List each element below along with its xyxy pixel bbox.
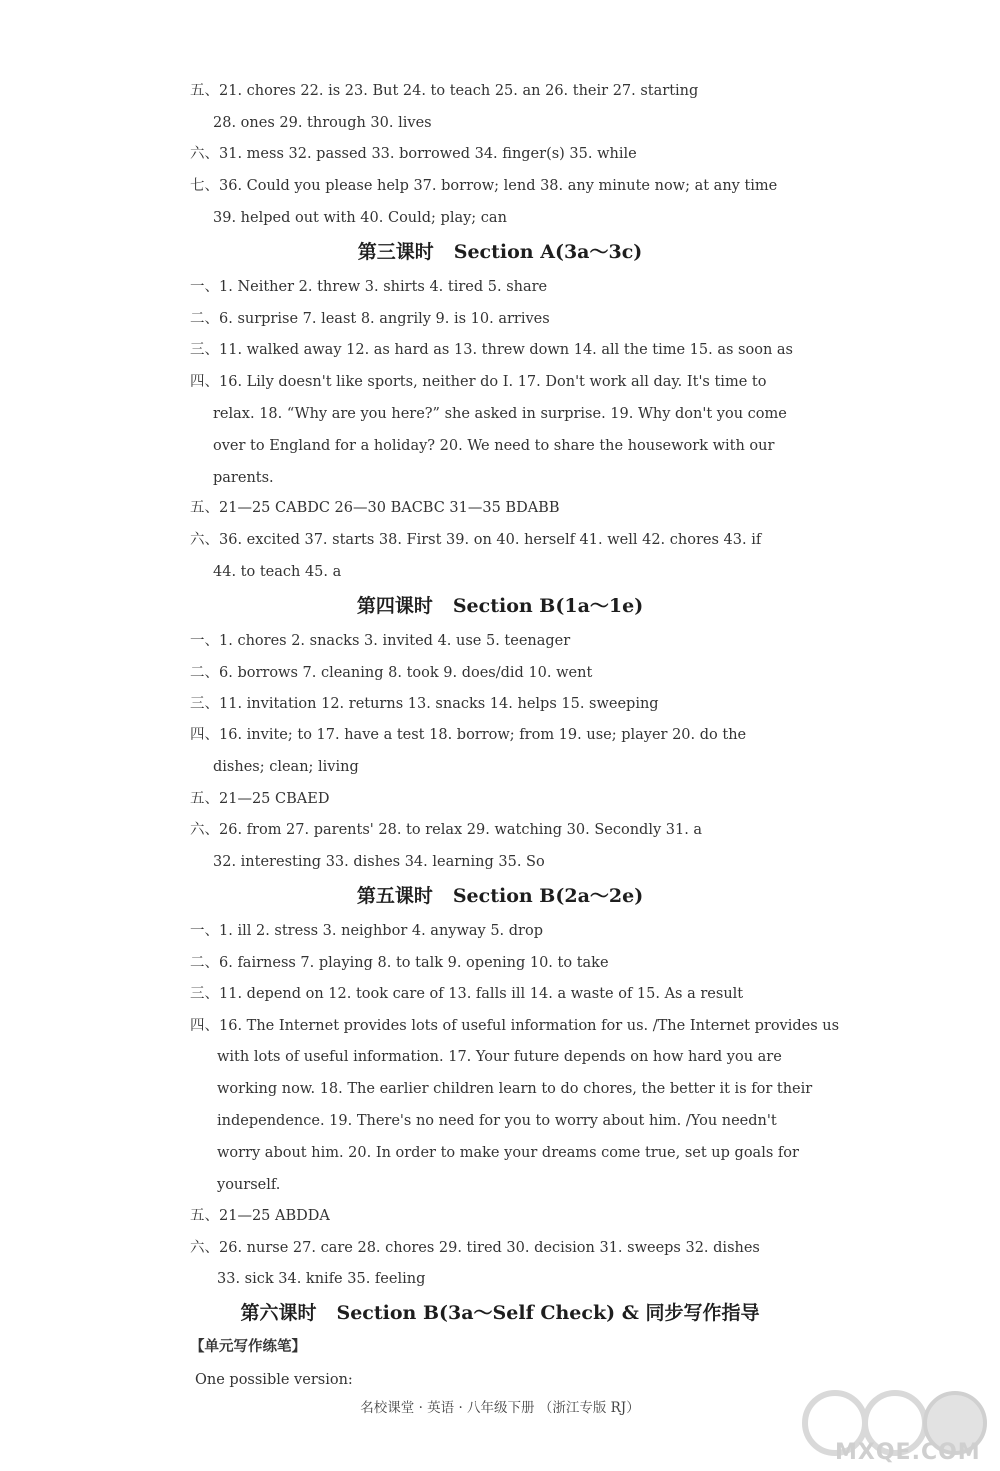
- section-heading: [0, 883, 1000, 909]
- lesson-number: 第五课时: [356, 885, 433, 907]
- answer-line: 六、26. nurse 27. care 28. chores 29. tired 30. decision 31. sweeps 32. dishes: [190, 1240, 760, 1256]
- section-title: Section B(1a～1e): [452, 595, 644, 617]
- answer-line: over to England for a holiday? 20. We need to share the housework with our: [213, 438, 775, 454]
- answer-line: 三、11. walked away 12. as hard as 13. threw down 14. all the time 15. as soon as: [190, 342, 793, 358]
- answer-line: 二、6. fairness 7. playing 8. to talk 9. opening 10. to take: [190, 955, 609, 971]
- answer-line: 五、21. chores 22. is 23. But 24. to teach 25. an 26. their 27. starting: [190, 83, 699, 99]
- answer-line: 三、11. depend on 12. took care of 13. falls ill 14. a waste of 15. As a result: [190, 986, 744, 1002]
- answer-line: independence. 19. There's no need for you to worry about him. /You needn't: [217, 1113, 777, 1129]
- answer-line: with lots of useful information. 17. Your future depends on how hard you are: [217, 1049, 782, 1065]
- answer-line: 四、16. The Internet provides lots of useful information for us. /The Internet provides us: [190, 1018, 840, 1034]
- answer-line: 一、1. chores 2. snacks 3. invited 4. use 5. teenager: [190, 633, 571, 649]
- answer-line: 44. to teach 45. a: [213, 564, 342, 580]
- answer-line: parents.: [213, 470, 274, 486]
- answer-line: relax. 18. “Why are you here?” she asked in surprise. 19. Why don't you come: [213, 406, 787, 422]
- answer-line: working now. 18. The earlier children learn to do chores, the better it is for their: [217, 1081, 813, 1097]
- answer-line: 二、6. surprise 7. least 8. angrily 9. is 10. arrives: [190, 311, 550, 327]
- answer-line: 32. interesting 33. dishes 34. learning 35. So: [213, 854, 545, 870]
- answer-line: 二、6. borrows 7. cleaning 8. took 9. does/did 10. went: [190, 665, 593, 681]
- answer-line: 五、21—25 ABDDA: [190, 1208, 330, 1224]
- section-title: Section B(2a～2e): [452, 885, 644, 907]
- writing-practice-tag: 【单元写作练笔】: [190, 1338, 306, 1355]
- answer-line: 一、1. Neither 2. threw 3. shirts 4. tired 5. share: [190, 279, 548, 295]
- lesson-number: 第三课时: [357, 241, 434, 263]
- answer-line: 四、16. invite; to 17. have a test 18. borrow; from 19. use; player 20. do the: [190, 727, 747, 743]
- watermark-text: MXQE.COM: [835, 1440, 981, 1465]
- section-title: Section B(3a～Self Check) & 同步写作指导: [336, 1302, 760, 1324]
- answer-line: yourself.: [217, 1177, 281, 1193]
- answer-line: 七、36. Could you please help 37. borrow; lend 38. any minute now; at any time: [190, 178, 778, 194]
- answer-line: 一、1. ill 2. stress 3. neighbor 4. anyway 5. drop: [190, 923, 543, 939]
- section-heading: [0, 239, 1000, 265]
- answer-line: 五、21—25 CBAED: [190, 791, 330, 807]
- answer-line: One possible version:: [195, 1372, 353, 1388]
- lesson-number: 第四课时: [356, 595, 433, 617]
- answer-line: worry about him. 20. In order to make your dreams come true, set up goals for: [217, 1145, 799, 1161]
- answer-line: dishes; clean; living: [213, 759, 359, 775]
- answer-line: 三、11. invitation 12. returns 13. snacks 14. helps 15. sweeping: [190, 696, 659, 712]
- section-title: Section A(3a～3c): [453, 241, 643, 263]
- section-heading: [0, 1300, 1000, 1326]
- answer-line: 39. helped out with 40. Could; play; can: [213, 210, 507, 226]
- answer-line: 六、36. excited 37. starts 38. First 39. on 40. herself 41. well 42. chores 43. if: [190, 532, 762, 548]
- answer-line: 四、16. Lily doesn't like sports, neither do I. 17. Don't work all day. It's time to: [190, 374, 767, 390]
- answer-line: 六、26. from 27. parents' 28. to relax 29. watching 30. Secondly 31. a: [190, 822, 703, 838]
- section-heading: [0, 593, 1000, 619]
- answer-line: 六、31. mess 32. passed 33. borrowed 34. finger(s) 35. while: [190, 146, 637, 162]
- answer-line: 五、21—25 CABDC 26—30 BACBC 31—35 BDABB: [190, 500, 560, 516]
- answer-line: 28. ones 29. through 30. lives: [213, 115, 432, 131]
- answer-line: 33. sick 34. knife 35. feeling: [217, 1271, 426, 1287]
- lesson-number: 第六课时: [240, 1302, 317, 1324]
- page-footer: 名校课堂 · 英语 · 八年级下册 （浙江专版 RJ）: [360, 1400, 640, 1416]
